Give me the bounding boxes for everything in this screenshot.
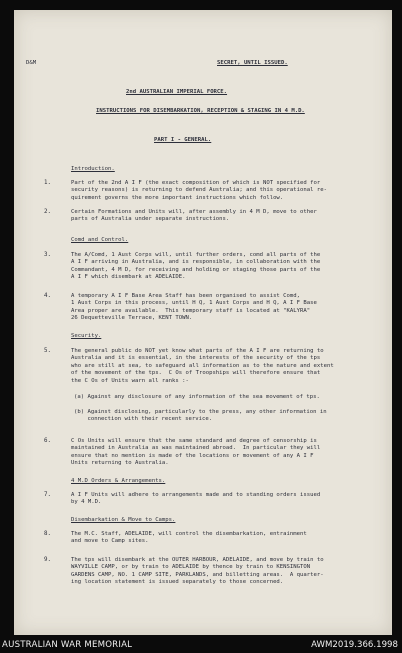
paragraph-number: 9. xyxy=(44,557,51,563)
paragraph-number: 3. xyxy=(44,252,51,258)
paragraph-number: 1. xyxy=(44,180,51,186)
section-heading-security: Security. xyxy=(71,333,102,339)
classification-heading: SECRET, UNTIL ISSUED. xyxy=(217,60,288,66)
paragraph-number: 4. xyxy=(44,293,51,299)
paragraph-text: A temporary A I F Base Area Staff has been organised to assist Comd, 1 Aust Corps in this process, until H Q, 1 Aust Corps and H Q, A I F Base Area proper are available. This temporary staff is located at "KALYRA" 26 Dequetteville Terrace, KENT TOWN. xyxy=(71,293,317,322)
paragraph-number: 5. xyxy=(44,348,51,354)
paragraph-text: The tps will disembark at the OUTER HARBOUR, ADELAIDE, and move by train to WAYVILLE CAMP, or by train to ADELAIDE by thence by train to KENSINGTON GARDENS CAMP, NO. 1 CAMP SITE, PARKLANDS, and billetting areas. A quarter- ing location statement is issued separately to those concerned. xyxy=(71,557,324,586)
paragraph-text: C Os Units will ensure that the same standard and degree of censorship is maintained in Australia as was maintained abroad. In particular they will ensure that no mention is made of the locations or movement of any A I F Units returning to Australia. xyxy=(71,438,321,467)
paragraph-text: The M.C. Staff, ADELAIDE, will control the disembarkation, entrainment and move to Camp sites. xyxy=(71,531,307,545)
part-title: PART I - GENERAL. xyxy=(154,137,212,143)
paragraph-number: 8. xyxy=(44,531,51,537)
paragraph-text: The general public do NOT yet know what parts of the A I F are returning to Australia and it is essential, in the interests of the security of the tps who are still at sea, to safeguard all information as to the nature and extent of the movement of the tps. C Os of Troopships will therefore ensure that the C Os of Units warn all ranks :- xyxy=(71,348,334,384)
paragraph-number: 2. xyxy=(44,209,51,215)
subparagraph-b: (b) Against disclosing, particularly to the press, any other information in connection with their recent service. xyxy=(74,409,327,423)
paragraph-number: 7. xyxy=(44,492,51,498)
paragraph-text: Certain Formations and Units will, after assembly in 4 M D, move to other parts of Australia under separate instructions. xyxy=(71,209,317,223)
section-heading-orders: 4 M.D Orders & Arrangements. xyxy=(71,478,166,484)
footer-accession: AWM2019.366.1998 xyxy=(311,640,398,650)
paragraph-text: A I F Units will adhere to arrangements made and to standing orders issued by 4 M.D. xyxy=(71,492,321,506)
archive-footer xyxy=(0,639,402,653)
footer-source: AUSTRALIAN WAR MEMORIAL xyxy=(2,640,133,650)
subparagraph-a: (a) Against any disclosure of any information of the sea movement of tps. xyxy=(74,394,320,400)
main-title: INSTRUCTIONS FOR DISEMBARKATION, RECEPTION & STAGING IN 4 M.D. xyxy=(96,108,305,114)
document-page xyxy=(14,10,392,635)
force-title: 2nd AUSTRALIAN IMPERIAL FORCE. xyxy=(126,89,228,95)
paragraph-text: Part of the 2nd A I F (the exact composition of which is NOT specified for security reasons) is returning to defend Australia; and this operational re- quirement governs the more important instructions which follow. xyxy=(71,180,327,201)
section-heading-introduction: Introduction. xyxy=(71,166,115,172)
section-heading-disembarkation: Disembarkation & Move to Camps. xyxy=(71,517,176,523)
document-ref: D&M xyxy=(26,60,37,66)
paragraph-text: The A/Comd, 1 Aust Corps will, until further orders, comd all parts of the A I F arriving in Australia, and is responsible, in collaboration with the Commandant, 4 M D, for receiving and holding or staging those parts of the A I F which disembark at ADELAIDE. xyxy=(71,252,321,281)
section-heading-command: Comd and Control. xyxy=(71,237,129,243)
paragraph-number: 6. xyxy=(44,438,51,444)
